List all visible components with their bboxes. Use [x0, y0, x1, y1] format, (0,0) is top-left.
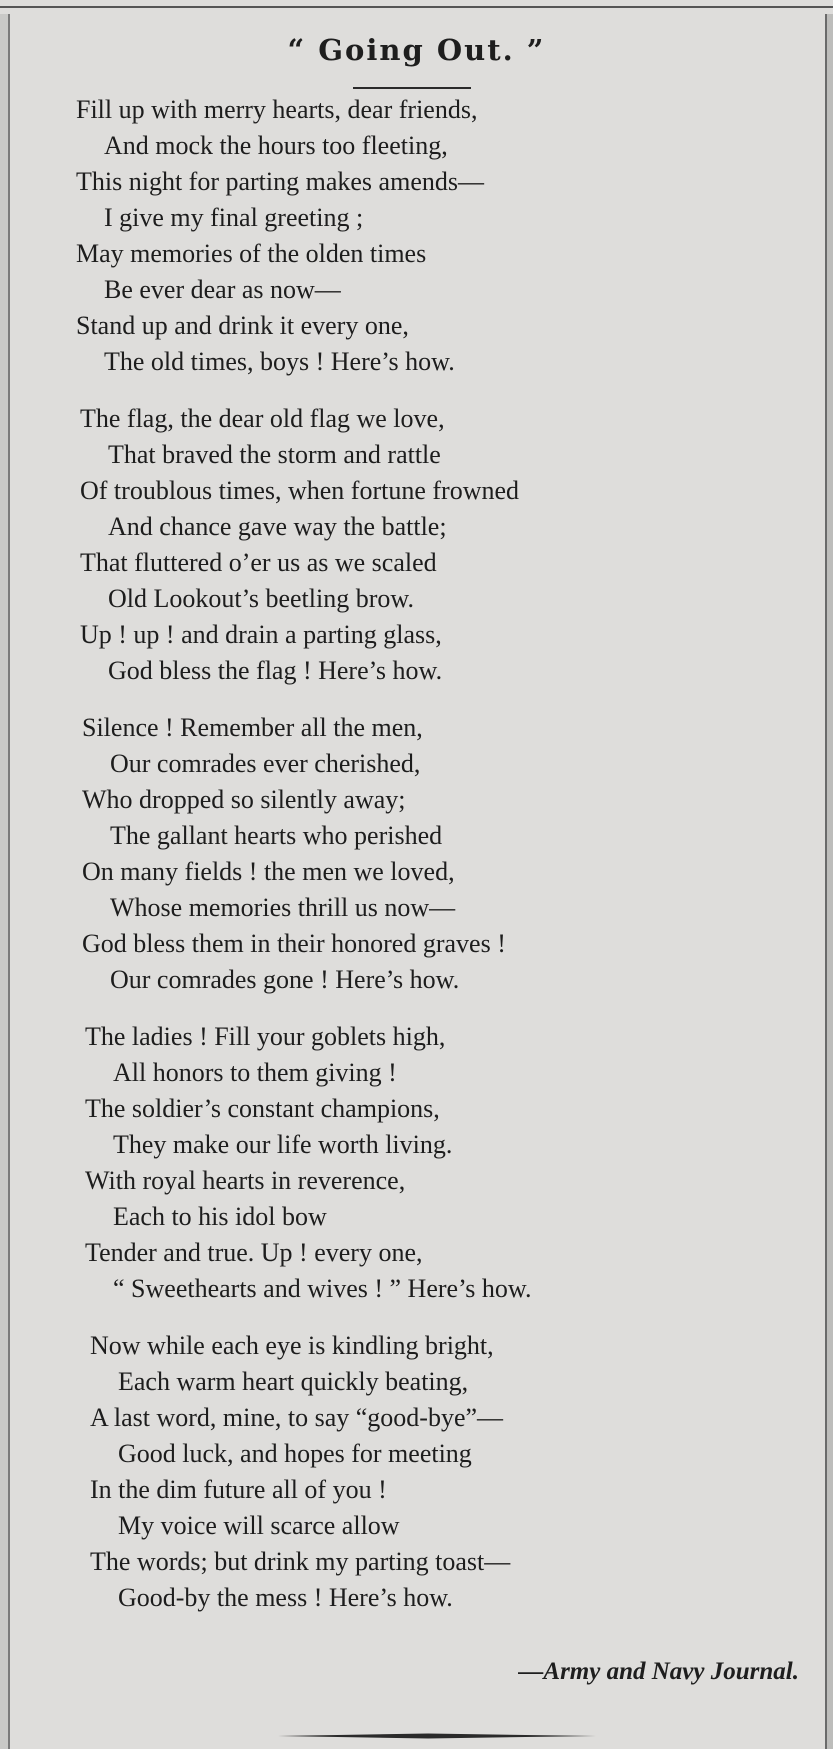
poem-line: Silence ! Remember all the men, — [82, 713, 423, 742]
poem-line: The words; but drink my parting toast— — [90, 1547, 511, 1576]
poem-line: May memories of the olden times — [76, 239, 427, 268]
poem-line: My voice will scarce allow — [118, 1511, 400, 1540]
poem-line: A last word, mine, to say “good-bye”— — [90, 1403, 504, 1432]
attribution: —Army and Navy Journal. — [518, 1658, 799, 1685]
poem-line: I give my final greeting ; — [104, 203, 364, 232]
top-column-rule — [0, 6, 833, 8]
poem-line: God bless them in their honored graves ! — [82, 929, 506, 958]
poem-line: Up ! up ! and drain a parting glass, — [80, 620, 442, 649]
poem-line: Now while each eye is kindling bright, — [90, 1331, 494, 1360]
poem-line: Old Lookout’s beetling brow. — [108, 584, 414, 613]
poem-line: Good luck, and hopes for meeting — [118, 1439, 472, 1468]
poem-line: Tender and true. Up ! every one, — [85, 1238, 423, 1267]
poem-line: God bless the flag ! Here’s how. — [108, 656, 443, 685]
end-ornament-rule — [278, 1733, 596, 1737]
poem-line: All honors to them giving ! — [113, 1058, 397, 1087]
poem-line: Of troublous times, when fortune frowned — [80, 476, 520, 505]
poem-line: Who dropped so silently away; — [82, 785, 406, 814]
poem-line: With royal hearts in reverence, — [85, 1166, 406, 1195]
poem-line: Each warm heart quickly beating, — [118, 1367, 469, 1396]
stanza — [0, 1019, 833, 1307]
poem-line: In the dim future all of you ! — [90, 1475, 387, 1504]
poem-line: And chance gave way the battle; — [108, 512, 447, 541]
stanza — [0, 92, 833, 380]
title-underline — [353, 87, 471, 89]
poem-line: The flag, the dear old flag we love, — [80, 404, 445, 433]
end-rule-ornament — [278, 1733, 596, 1739]
poem-line: Whose memories thrill us now— — [110, 893, 456, 922]
poem-line: “ Sweethearts and wives ! ” Here’s how. — [113, 1274, 532, 1303]
poem-title: “ Going Out. ” — [287, 33, 546, 67]
poem-line: The gallant hearts who perished — [110, 821, 443, 850]
poem-line: On many fields ! the men we loved, — [82, 857, 455, 886]
poem-line: The old times, boys ! Here’s how. — [104, 347, 455, 376]
poem-line: Stand up and drink it every one, — [76, 311, 409, 340]
stanza — [0, 710, 833, 998]
poem-line: And mock the hours too fleeting, — [104, 131, 448, 160]
poem-line: Our comrades gone ! Here’s how. — [110, 965, 460, 994]
poem-line: The soldier’s constant champions, — [85, 1094, 440, 1123]
poem-line: Fill up with merry hearts, dear friends, — [76, 95, 478, 124]
poem-line: Our comrades ever cherished, — [110, 749, 421, 778]
poem-line: Each to his idol bow — [113, 1202, 327, 1231]
poem-line: They make our life worth living. — [113, 1130, 453, 1159]
poem-line: The ladies ! Fill your goblets high, — [85, 1022, 446, 1051]
poem-line: Be ever dear as now— — [104, 275, 341, 304]
stanza — [0, 1328, 833, 1616]
poem-line: That braved the storm and rattle — [108, 440, 441, 469]
poem-line: This night for parting makes amends— — [76, 167, 484, 196]
poem-body — [0, 92, 833, 1637]
poem-line: Good-by the mess ! Here’s how. — [118, 1583, 453, 1612]
poem-line: That fluttered o’er us as we scaled — [80, 548, 437, 577]
stanza — [0, 401, 833, 689]
